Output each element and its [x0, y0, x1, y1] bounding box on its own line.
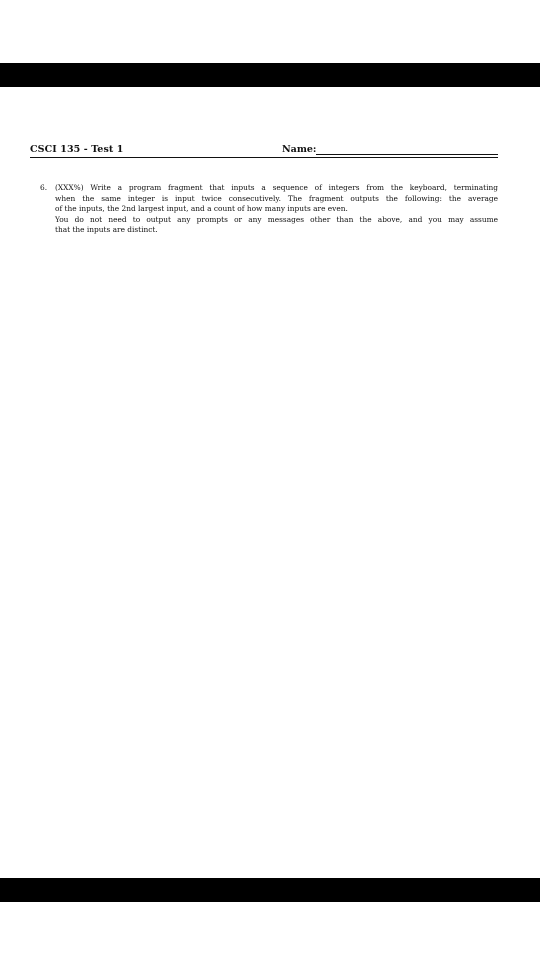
page-header	[30, 144, 498, 158]
question-body	[55, 183, 498, 236]
document-page	[0, 87, 540, 878]
question-text-line: (XXX%) Write a program fragment that inputs a sequence of integers from the keyboard, terminating	[55, 183, 498, 192]
header-rule	[30, 157, 498, 158]
question-note-line: that the inputs are distinct.	[55, 225, 158, 235]
course-title: CSCI 135 - Test 1	[30, 144, 124, 155]
question-note-line: You do not need to output any prompts or any messages other than the above, and you may assume	[55, 214, 498, 224]
top-black-bar	[0, 63, 540, 87]
name-label: Name:	[282, 144, 317, 155]
question-text-line: when the same integer is input twice consecutively. The fragment outputs the following: the average	[55, 193, 498, 203]
question-number: 6.	[40, 183, 48, 192]
name-blank-line	[316, 154, 498, 155]
bottom-black-bar	[0, 878, 540, 902]
question-text-line: of the inputs, the 2nd largest input, and a count of how many inputs are even.	[55, 204, 348, 214]
